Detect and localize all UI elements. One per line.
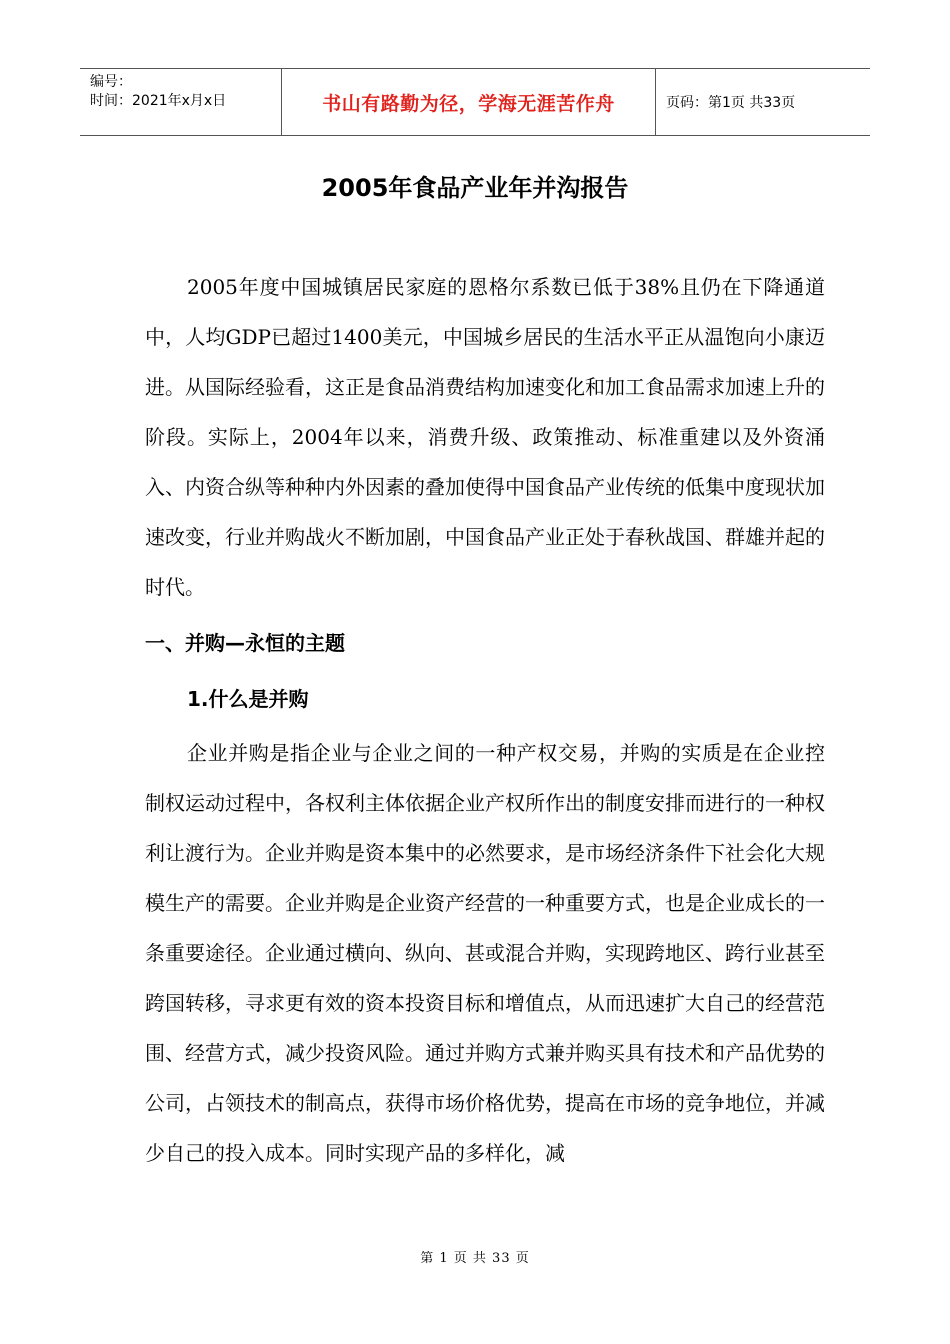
body-paragraph: 2005年度中国城镇居民家庭的恩格尔系数已低于38%且仍在下降通道中，人均GDP已超过1400美元，中国城乡居民的生活水平正从温饱向小康迈进。从国际经验看，这正是食品消费结构加速变化和加工食品需求加速上升的阶段。实际上，2004年以来，消费升级、政策推动、标准重建以及外资涌入、内资合纵等种种内外因素的叠加使得中国食品产业传统的低集中度现状加速改变，行业并购战火不断加剧，中国食品产业正处于春秋战国、群雄并起的时代。 xyxy=(145,275,825,599)
document-time-label: 时间：2021年x月x日 xyxy=(90,93,227,109)
body-paragraph: 企业并购是指企业与企业之间的一种产权交易，并购的实质是在企业控制权运动过程中，各权利主体依据企业产权所作出的制度安排而进行的一种权利让渡行为。企业并购是资本集中的必然要求，是市场经济条件下社会化大规模生产的需要。企业并购是企业资产经营的一种重要方式，也是企业成长的一条重要途径。企业通过横向、纵向、甚或混合并购，实现跨地区、跨行业甚至跨国转移，寻求更有效的资本投资目标和增值点，从而迅速扩大自己的经营范围、经营方式，减少投资风险。通过并购方式兼并购买具有技术和产品优势的公司，占领技术的制高点，获得市场价格优势，提高在市场的竞争地位，并减少自己的投入成本。同时实现产品的多样化，减 xyxy=(145,741,825,1165)
section-heading: 一、并购—永恒的主题 xyxy=(145,631,345,655)
page-footer: 第 1 页 共 33 页 xyxy=(420,1251,530,1266)
page-header xyxy=(80,68,870,136)
subsection-heading: 1.什么是并购 xyxy=(187,687,309,711)
header-motto: 书山有路勤为径，学海无涯苦作舟 xyxy=(282,69,656,135)
document-body xyxy=(145,262,825,1178)
document-number-label: 编号： xyxy=(90,74,132,90)
header-meta-cell xyxy=(80,69,282,135)
header-page-info: 页码：第1页 共33页 xyxy=(666,95,796,111)
document-title: 2005年食品产业年并沟报告 xyxy=(321,174,629,202)
